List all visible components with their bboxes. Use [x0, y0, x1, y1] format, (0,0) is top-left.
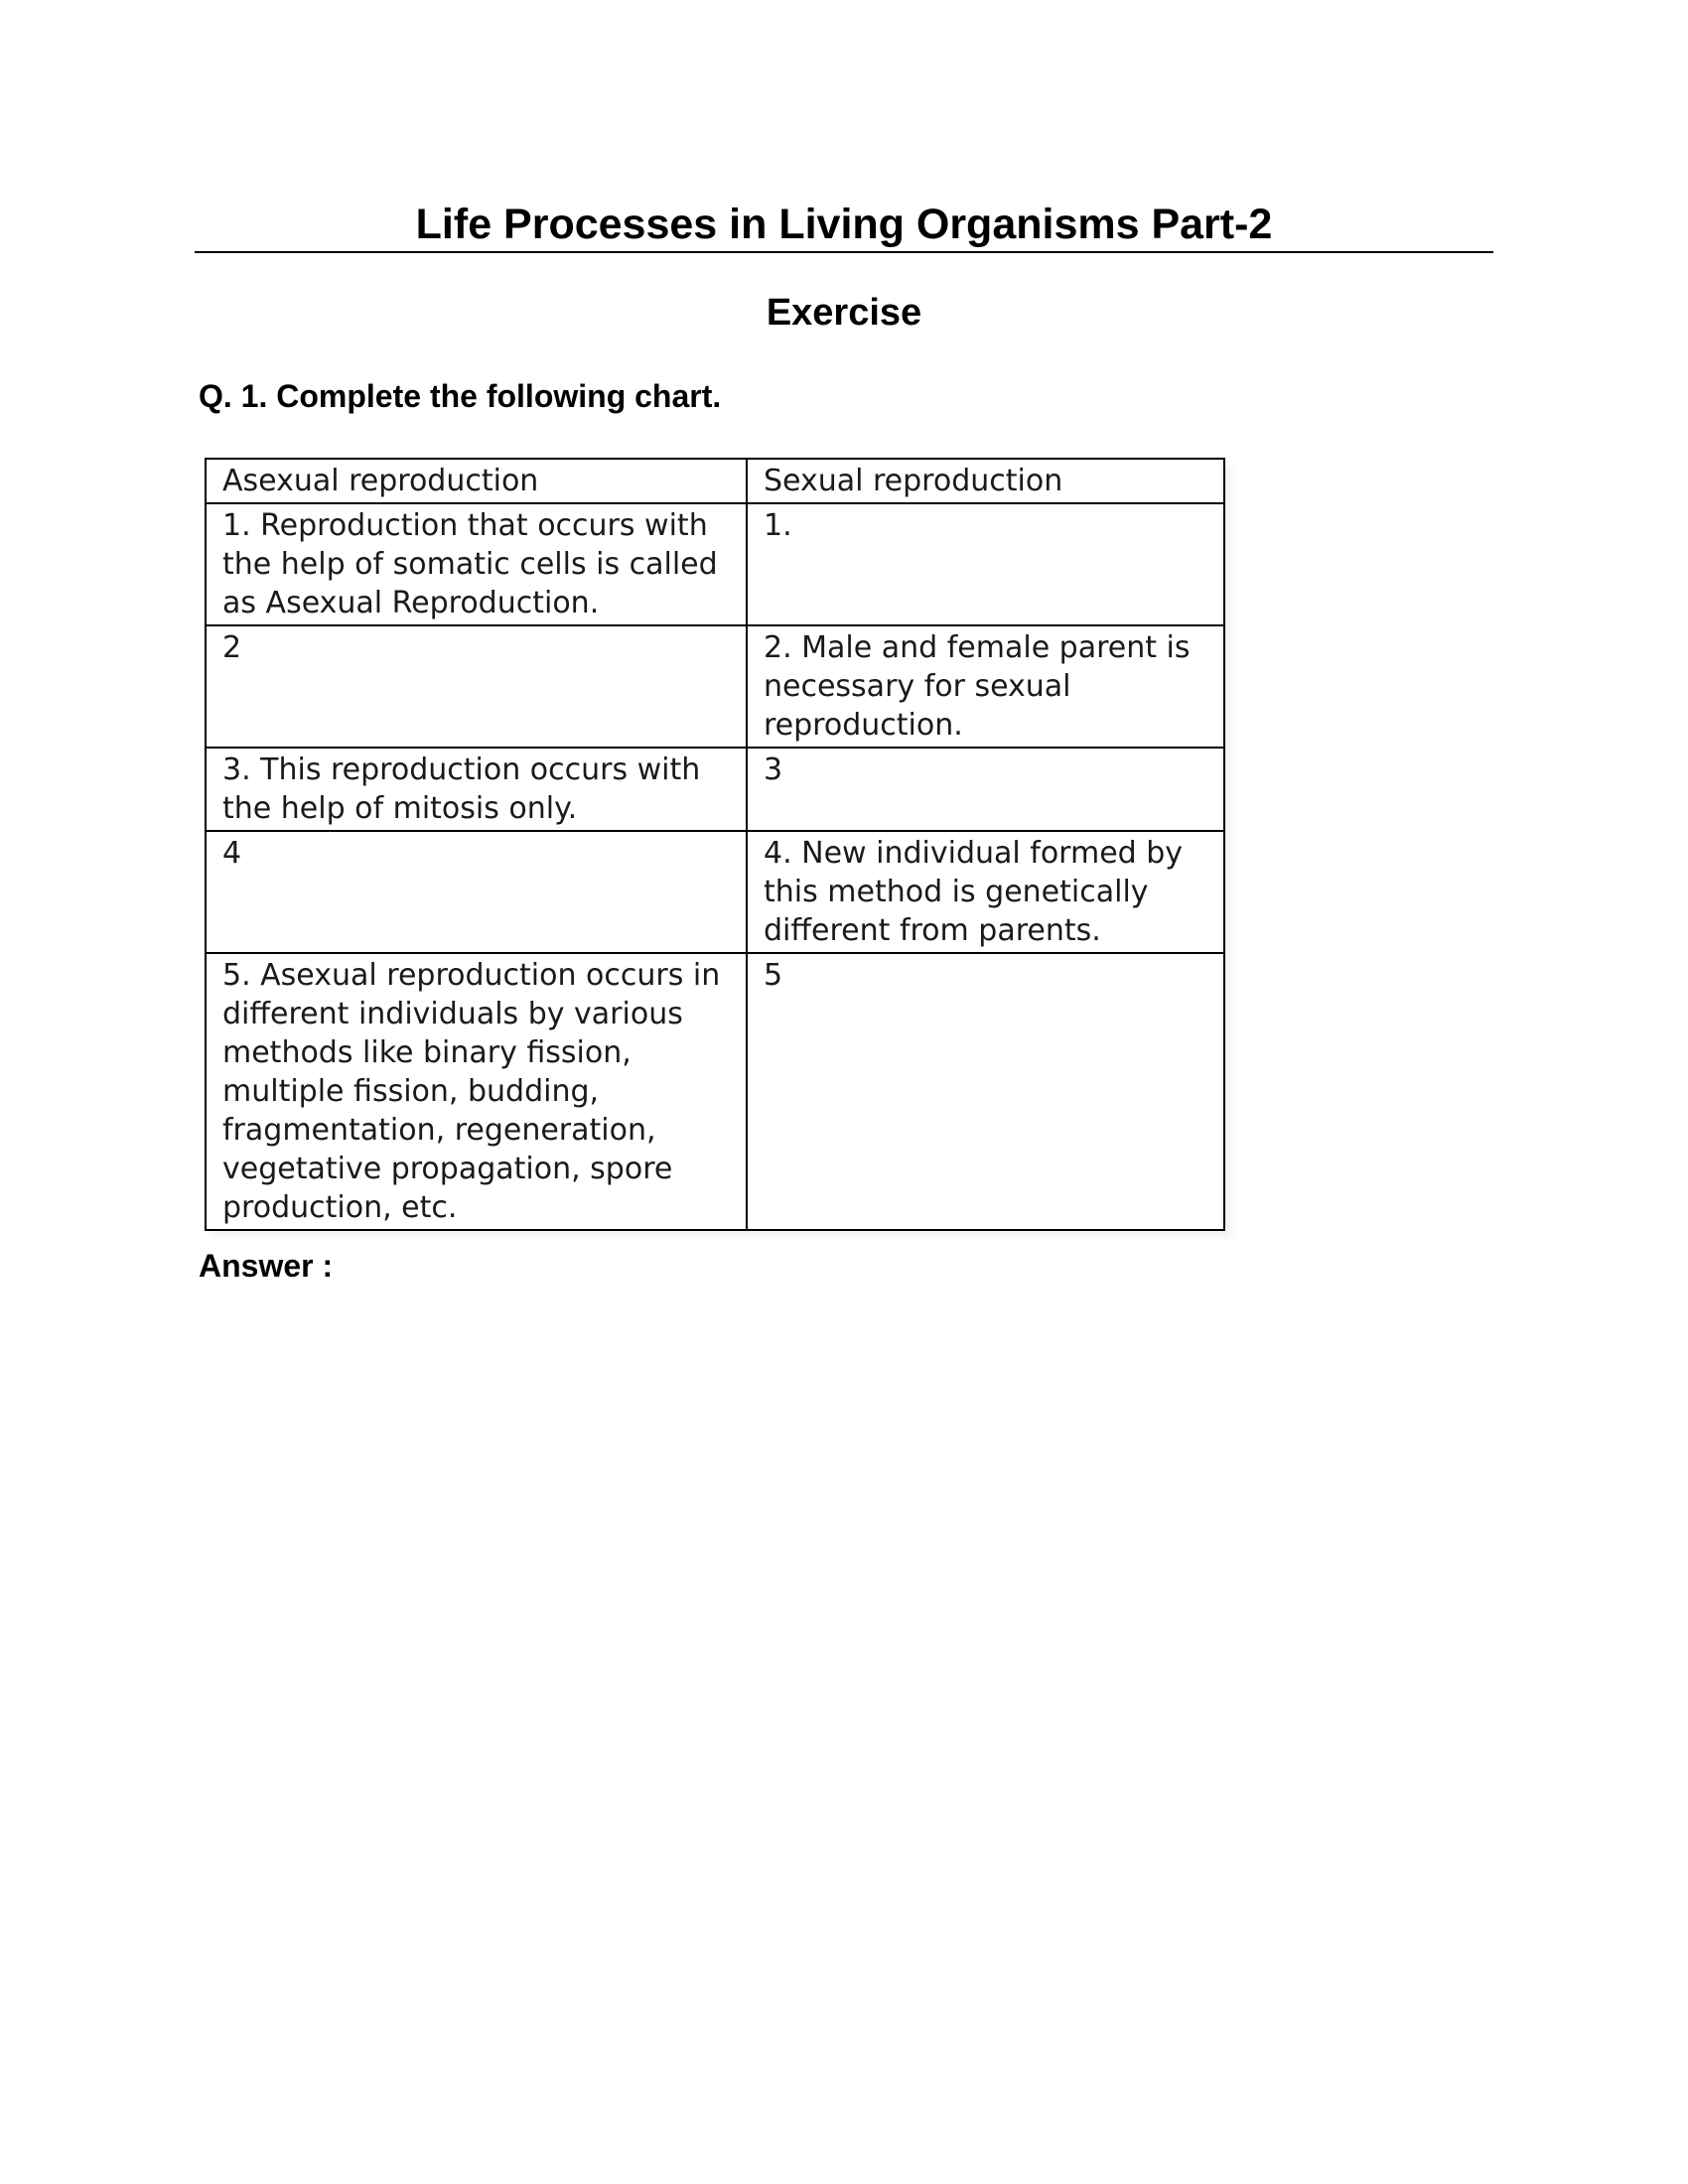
sexual-cell: 3: [747, 748, 1224, 831]
asexual-cell: 2: [206, 625, 747, 748]
reproduction-chart: [205, 458, 1225, 1231]
title-underline: [195, 251, 1493, 253]
header-asexual: Asexual reproduction: [206, 459, 747, 503]
page-title: Life Processes in Living Organisms Part-2: [415, 201, 1273, 248]
question-text: Q. 1. Complete the following chart.: [199, 378, 722, 414]
sexual-cell: 4. New individual formed by this method is genetically different from parents.: [747, 831, 1224, 953]
asexual-cell: 1. Reproduction that occurs with the help of somatic cells is called as Asexual Reproduction.: [206, 503, 747, 625]
sexual-cell: 5: [747, 953, 1224, 1230]
table-row: [206, 503, 1224, 625]
asexual-cell: 5. Asexual reproduction occurs in different individuals by various methods like binary fission, multiple fission, budding, fragmentation, regeneration, vegetative propagation, spore production, etc.: [206, 953, 747, 1230]
table-row: [206, 748, 1224, 831]
table-row: [206, 625, 1224, 748]
sexual-cell: 2. Male and female parent is necessary for sexual reproduction.: [747, 625, 1224, 748]
table-row: [206, 831, 1224, 953]
asexual-cell: 4: [206, 831, 747, 953]
answer-label: Answer :: [199, 1248, 334, 1284]
header-sexual: Sexual reproduction: [747, 459, 1224, 503]
section-heading: Exercise: [766, 292, 922, 334]
asexual-cell: 3. This reproduction occurs with the help of mitosis only.: [206, 748, 747, 831]
sexual-cell: 1.: [747, 503, 1224, 625]
chart-header-row: [206, 459, 1224, 503]
table-row: [206, 953, 1224, 1230]
